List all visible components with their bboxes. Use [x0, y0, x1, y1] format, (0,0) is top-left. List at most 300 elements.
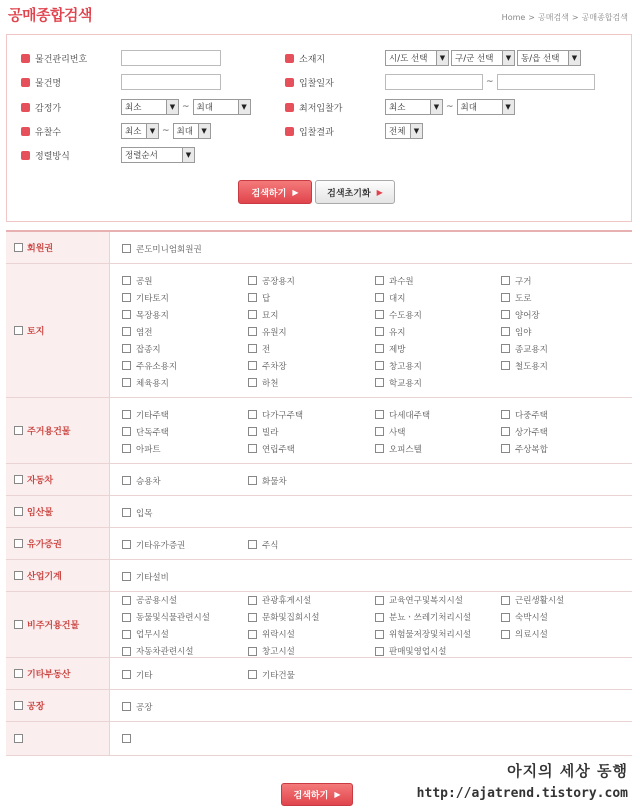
- bid-date-start-input[interactable]: [385, 74, 483, 90]
- option-label: 기타유가증권: [136, 540, 186, 551]
- option-checkbox[interactable]: [375, 410, 384, 419]
- option-label: 위락시설: [262, 630, 295, 640]
- option-label: 유원지: [262, 327, 287, 338]
- option-checkbox[interactable]: [501, 410, 510, 419]
- option-checkbox[interactable]: [248, 276, 257, 285]
- option-label: 상가주택: [515, 427, 548, 438]
- category-table: [6, 230, 632, 756]
- option-item[interactable]: [501, 292, 531, 304]
- option-label: 주유소용지: [136, 361, 178, 372]
- category-checkbox[interactable]: [14, 539, 23, 548]
- category-checkbox[interactable]: [14, 326, 23, 335]
- option-checkbox[interactable]: [248, 293, 257, 302]
- category-options: [110, 264, 632, 397]
- option-item[interactable]: [375, 628, 471, 640]
- option-checkbox[interactable]: [122, 293, 131, 302]
- option-item[interactable]: [122, 594, 177, 606]
- option-checkbox[interactable]: [248, 410, 257, 419]
- option-checkbox[interactable]: [375, 613, 384, 622]
- option-checkbox[interactable]: [248, 630, 257, 639]
- category-checkbox[interactable]: [14, 620, 23, 629]
- name-input[interactable]: [121, 74, 221, 90]
- option-label: 유지: [389, 327, 406, 338]
- category-header[interactable]: [6, 264, 110, 397]
- category-checkbox[interactable]: [14, 243, 23, 252]
- option-checkbox[interactable]: [122, 427, 131, 436]
- result-select[interactable]: 전체 ▼: [385, 123, 423, 139]
- option-checkbox[interactable]: [122, 310, 131, 319]
- category-checkbox[interactable]: [14, 426, 23, 435]
- category-checkbox[interactable]: [14, 669, 23, 678]
- option-label: 기타주택: [136, 410, 169, 421]
- option-item[interactable]: [375, 443, 422, 455]
- option-label: 기타건물: [262, 670, 295, 681]
- option-item[interactable]: [248, 669, 295, 681]
- option-item[interactable]: [122, 539, 185, 551]
- option-item[interactable]: [248, 409, 303, 421]
- label-sort: 정렬방식: [21, 149, 121, 162]
- category-name: 임산물: [27, 508, 54, 518]
- chevron-down-icon: ▼: [502, 100, 514, 114]
- option-item[interactable]: [501, 275, 531, 287]
- option-label: 오피스텔: [389, 444, 422, 455]
- option-item[interactable]: [122, 507, 152, 519]
- top-bar: [0, 0, 640, 30]
- option-checkbox[interactable]: [248, 344, 257, 353]
- chevron-down-icon: ▼: [568, 51, 580, 65]
- category-checkbox[interactable]: [14, 475, 23, 484]
- arrow-right-icon: ▶: [292, 187, 299, 197]
- option-label: 단독주택: [136, 427, 169, 438]
- option-item[interactable]: [501, 343, 548, 355]
- category-options: [110, 528, 632, 559]
- option-checkbox[interactable]: [122, 327, 131, 336]
- label-min-bid: 최저입찰가: [285, 101, 385, 114]
- category-header[interactable]: [6, 464, 110, 495]
- option-item[interactable]: [248, 645, 295, 657]
- category-options: [110, 592, 632, 657]
- option-item[interactable]: [248, 594, 311, 606]
- option-label: 다가구주택: [262, 410, 304, 421]
- category-row: [6, 658, 632, 690]
- category-header[interactable]: [6, 658, 110, 689]
- option-item[interactable]: [248, 628, 295, 640]
- option-item[interactable]: [375, 292, 405, 304]
- option-checkbox[interactable]: [122, 613, 131, 622]
- category-header[interactable]: [6, 560, 110, 591]
- minbid-max-select[interactable]: 최대 ▼: [457, 99, 515, 115]
- category-checkbox[interactable]: [14, 734, 23, 743]
- label-appraisal: 감정가: [21, 101, 121, 114]
- dong-select[interactable]: 동/읍 선택 ▼: [517, 50, 581, 66]
- option-item[interactable]: [248, 426, 278, 438]
- option-checkbox[interactable]: [122, 670, 131, 679]
- sido-select[interactable]: 시/도 선택 ▼: [385, 50, 449, 66]
- option-label: 임야: [515, 327, 532, 338]
- option-checkbox[interactable]: [501, 427, 510, 436]
- category-row: [6, 464, 632, 496]
- option-item[interactable]: [375, 645, 446, 657]
- option-item[interactable]: [122, 475, 161, 487]
- option-label: 사택: [389, 427, 406, 438]
- option-label: 공장: [136, 702, 153, 713]
- option-checkbox[interactable]: [122, 344, 131, 353]
- fail-max-select[interactable]: 최대 ▼: [173, 123, 211, 139]
- option-item[interactable]: [501, 409, 548, 421]
- chevron-down-icon: ▼: [436, 51, 448, 65]
- reset-button[interactable]: 검색초기화 ▶: [315, 180, 395, 204]
- option-item[interactable]: [122, 292, 169, 304]
- option-label: 창고시설: [262, 647, 295, 657]
- option-checkbox[interactable]: [501, 276, 510, 285]
- option-label: 판매및영업시설: [389, 647, 447, 657]
- bullet-icon: [21, 78, 30, 87]
- option-checkbox[interactable]: [248, 361, 257, 370]
- category-name: 비주거용건물: [27, 621, 80, 631]
- option-label: 과수원: [389, 276, 414, 287]
- option-checkbox[interactable]: [122, 647, 131, 656]
- chevron-down-icon: ▼: [430, 100, 442, 114]
- category-name: 산업기계: [27, 572, 62, 582]
- option-item[interactable]: [122, 360, 177, 372]
- option-label: 숙박시설: [515, 613, 548, 623]
- option-checkbox[interactable]: [122, 734, 131, 743]
- option-checkbox[interactable]: [501, 361, 510, 370]
- option-item[interactable]: [375, 275, 414, 287]
- category-row: [6, 560, 632, 592]
- sort-select[interactable]: 정렬순서 ▼: [121, 147, 195, 163]
- option-item[interactable]: [375, 309, 422, 321]
- chevron-down-icon: ▼: [182, 148, 194, 162]
- option-checkbox[interactable]: [375, 596, 384, 605]
- option-label: 자동차관련시설: [136, 647, 194, 657]
- category-header[interactable]: [6, 528, 110, 559]
- range-tilde: ~: [182, 102, 190, 112]
- category-options: [110, 464, 632, 495]
- option-checkbox[interactable]: [501, 344, 510, 353]
- option-label: 기타설비: [136, 572, 169, 583]
- arrow-right-icon: ▶: [334, 790, 341, 799]
- option-item[interactable]: [501, 309, 540, 321]
- option-item[interactable]: [122, 443, 161, 455]
- watermark-text: 아지의 세상 동행: [507, 762, 628, 780]
- option-item[interactable]: [248, 475, 287, 487]
- option-checkbox[interactable]: [122, 572, 131, 581]
- option-label: 수도용지: [389, 310, 422, 321]
- option-checkbox[interactable]: [122, 244, 131, 253]
- option-label: 공공용시설: [136, 596, 178, 606]
- range-tilde: ~: [162, 126, 170, 136]
- option-item[interactable]: [122, 326, 152, 338]
- option-item[interactable]: [248, 292, 270, 304]
- option-item[interactable]: [501, 443, 548, 455]
- option-item[interactable]: [122, 628, 169, 640]
- option-label: 업무시설: [136, 630, 169, 640]
- option-checkbox[interactable]: [248, 310, 257, 319]
- arrow-right-icon: ▶: [376, 187, 383, 197]
- search-panel: [6, 34, 632, 222]
- option-label: 기타토지: [136, 293, 169, 304]
- option-item[interactable]: [375, 326, 405, 338]
- option-checkbox[interactable]: [375, 647, 384, 656]
- option-checkbox[interactable]: [248, 476, 257, 485]
- category-header[interactable]: [6, 398, 110, 463]
- option-label: 잡종지: [136, 344, 161, 355]
- option-label: 도로: [515, 293, 532, 304]
- option-checkbox[interactable]: [122, 476, 131, 485]
- option-item[interactable]: [375, 611, 471, 623]
- option-item[interactable]: [375, 594, 463, 606]
- option-checkbox[interactable]: [122, 378, 131, 387]
- option-label: 전: [262, 344, 271, 355]
- breadcrumb-sep: >: [528, 13, 535, 22]
- option-checkbox[interactable]: [375, 327, 384, 336]
- option-checkbox[interactable]: [122, 361, 131, 370]
- category-name: 주거용건물: [27, 427, 71, 437]
- option-item[interactable]: [122, 611, 210, 623]
- option-item[interactable]: [122, 309, 169, 321]
- search-button[interactable]: 검색하기 ▶: [238, 180, 312, 204]
- category-header[interactable]: [6, 232, 110, 263]
- category-name: 유가증권: [27, 540, 62, 550]
- label-name: 물건명: [21, 76, 121, 89]
- option-item[interactable]: [501, 426, 548, 438]
- category-header[interactable]: [6, 722, 110, 755]
- option-label: 문화및집회시설: [262, 613, 320, 623]
- gugun-select[interactable]: 구/군 선택 ▼: [451, 50, 515, 66]
- option-checkbox[interactable]: [501, 327, 510, 336]
- option-label: 빌라: [262, 427, 279, 438]
- option-label: 근린생활시설: [515, 596, 565, 606]
- appraisal-min-select[interactable]: 최소 ▼: [121, 99, 179, 115]
- option-item[interactable]: [248, 611, 319, 623]
- option-label: 아파트: [136, 444, 161, 455]
- option-checkbox[interactable]: [375, 444, 384, 453]
- option-checkbox[interactable]: [375, 378, 384, 387]
- option-item[interactable]: [375, 360, 422, 372]
- chevron-down-icon: ▼: [410, 124, 422, 138]
- option-item[interactable]: [375, 343, 405, 355]
- option-checkbox[interactable]: [375, 310, 384, 319]
- breadcrumb-search[interactable]: 공매검색: [538, 13, 569, 22]
- category-options: [110, 658, 632, 689]
- option-item[interactable]: [122, 734, 136, 743]
- option-item[interactable]: [122, 645, 193, 657]
- option-item[interactable]: [248, 377, 278, 389]
- option-checkbox[interactable]: [122, 596, 131, 605]
- option-checkbox[interactable]: [248, 327, 257, 336]
- label-bid-date: 입찰일자: [285, 76, 385, 89]
- bottom-search-button[interactable]: 검색하기 ▶: [281, 783, 353, 806]
- option-label: 묘지: [262, 310, 279, 321]
- option-item[interactable]: [122, 426, 169, 438]
- option-checkbox[interactable]: [501, 293, 510, 302]
- option-checkbox[interactable]: [248, 378, 257, 387]
- bullet-icon: [21, 127, 30, 136]
- category-row: [6, 592, 632, 658]
- option-item[interactable]: [122, 669, 152, 681]
- option-label: 화물차: [262, 476, 287, 487]
- bid-date-end-input[interactable]: [497, 74, 595, 90]
- appraisal-max-select[interactable]: 최대 ▼: [193, 99, 251, 115]
- label-bid-result: 입찰결과: [285, 125, 385, 138]
- option-label: 염전: [136, 327, 153, 338]
- option-checkbox[interactable]: [501, 630, 510, 639]
- option-label: 연립주택: [262, 444, 295, 455]
- option-checkbox[interactable]: [375, 293, 384, 302]
- option-checkbox[interactable]: [375, 276, 384, 285]
- option-item[interactable]: [248, 343, 270, 355]
- category-header[interactable]: [6, 690, 110, 721]
- option-label: 대지: [389, 293, 406, 304]
- option-checkbox[interactable]: [248, 670, 257, 679]
- option-checkbox[interactable]: [248, 596, 257, 605]
- option-item[interactable]: [248, 275, 295, 287]
- category-checkbox[interactable]: [14, 701, 23, 710]
- option-label: 목장용지: [136, 310, 169, 321]
- option-label: 승용차: [136, 476, 161, 487]
- option-label: 종교용지: [515, 344, 548, 355]
- label-fail-count: 유찰수: [21, 125, 121, 138]
- range-tilde: ~: [446, 102, 454, 112]
- option-item[interactable]: [122, 275, 152, 287]
- category-row: [6, 496, 632, 528]
- option-item[interactable]: [501, 360, 548, 372]
- option-label: 공원: [136, 276, 153, 287]
- option-label: 위험물저장및처리시설: [389, 630, 472, 640]
- option-label: 구거: [515, 276, 532, 287]
- option-item[interactable]: [122, 343, 161, 355]
- bullet-icon: [21, 151, 30, 160]
- option-item[interactable]: [122, 571, 169, 583]
- option-item[interactable]: [375, 426, 405, 438]
- fail-min-select[interactable]: 최소 ▼: [121, 123, 159, 139]
- category-header[interactable]: [6, 592, 110, 657]
- category-name: 자동차: [27, 476, 54, 486]
- option-label: 공장용지: [262, 276, 295, 287]
- option-checkbox[interactable]: [375, 344, 384, 353]
- category-row: [6, 398, 632, 464]
- option-checkbox[interactable]: [501, 310, 510, 319]
- option-checkbox[interactable]: [122, 630, 131, 639]
- option-checkbox[interactable]: [248, 444, 257, 453]
- option-checkbox[interactable]: [122, 444, 131, 453]
- option-label: 관광휴게시설: [262, 596, 312, 606]
- option-item[interactable]: [501, 326, 531, 338]
- option-checkbox[interactable]: [375, 361, 384, 370]
- option-item[interactable]: [248, 326, 287, 338]
- option-label: 동물및식물관련시설: [136, 613, 210, 623]
- category-checkbox[interactable]: [14, 571, 23, 580]
- option-checkbox[interactable]: [375, 427, 384, 436]
- category-options: [110, 496, 632, 527]
- option-item[interactable]: [122, 701, 152, 713]
- category-header[interactable]: [6, 496, 110, 527]
- breadcrumb-sep: >: [571, 13, 579, 22]
- range-tilde: ~: [486, 77, 494, 87]
- option-label: 주상복합: [515, 444, 548, 455]
- option-checkbox[interactable]: [501, 613, 510, 622]
- option-checkbox[interactable]: [248, 647, 257, 656]
- option-label: 입목: [136, 508, 153, 519]
- bullet-icon: [285, 103, 294, 112]
- option-item[interactable]: [122, 377, 169, 389]
- option-label: 철도용지: [515, 361, 548, 372]
- option-item[interactable]: [248, 309, 278, 321]
- bullet-icon: [285, 54, 294, 63]
- option-checkbox[interactable]: [122, 508, 131, 517]
- option-label: 체육용지: [136, 378, 169, 389]
- option-label: 콘도미니엄회원권: [136, 244, 202, 255]
- option-item[interactable]: [248, 539, 278, 551]
- option-checkbox[interactable]: [501, 444, 510, 453]
- option-checkbox[interactable]: [248, 613, 257, 622]
- option-label: 분뇨ㆍ쓰레기처리시설: [389, 613, 472, 623]
- option-item[interactable]: [375, 409, 430, 421]
- category-options: [110, 398, 632, 463]
- breadcrumb-home[interactable]: Home: [501, 13, 526, 22]
- option-item[interactable]: [248, 443, 295, 455]
- option-item[interactable]: [122, 243, 202, 255]
- option-item[interactable]: [501, 628, 548, 640]
- breadcrumb-current: 공매종합검색: [581, 13, 628, 22]
- category-row: [6, 722, 632, 756]
- option-label: 답: [262, 293, 271, 304]
- category-options: [110, 722, 632, 755]
- option-checkbox[interactable]: [375, 630, 384, 639]
- chevron-down-icon: ▼: [238, 100, 250, 114]
- bullet-icon: [285, 78, 294, 87]
- option-item[interactable]: [122, 409, 169, 421]
- category-name: 토지: [27, 327, 45, 337]
- category-row: [6, 528, 632, 560]
- option-checkbox[interactable]: [122, 410, 131, 419]
- chevron-down-icon: ▼: [146, 124, 158, 138]
- category-row: [6, 264, 632, 398]
- option-checkbox[interactable]: [501, 596, 510, 605]
- option-item[interactable]: [375, 377, 422, 389]
- option-label: 다세대주택: [389, 410, 431, 421]
- option-item[interactable]: [248, 360, 287, 372]
- mgmt-no-input[interactable]: [121, 50, 221, 66]
- option-label: 기타: [136, 670, 153, 681]
- option-checkbox[interactable]: [248, 540, 257, 549]
- page-title: 공매종합검색: [8, 6, 92, 24]
- option-label: 양어장: [515, 310, 540, 321]
- option-checkbox[interactable]: [248, 427, 257, 436]
- option-item[interactable]: [501, 594, 564, 606]
- breadcrumb: [502, 12, 628, 23]
- option-label: 제방: [389, 344, 406, 355]
- option-checkbox[interactable]: [122, 276, 131, 285]
- label-location: 소재지: [285, 52, 385, 65]
- chevron-down-icon: ▼: [502, 51, 514, 65]
- option-label: 다중주택: [515, 410, 548, 421]
- option-item[interactable]: [501, 611, 548, 623]
- option-checkbox[interactable]: [122, 540, 131, 549]
- label-mgmt-no: 물건관리번호: [21, 52, 121, 65]
- chevron-down-icon: ▼: [198, 124, 210, 138]
- watermark-url: http://ajatrend.tistory.com: [416, 786, 628, 801]
- category-name: 공장: [27, 702, 45, 712]
- option-label: 하천: [262, 378, 279, 389]
- minbid-min-select[interactable]: 최소 ▼: [385, 99, 443, 115]
- option-label: 의료시설: [515, 630, 548, 640]
- option-checkbox[interactable]: [122, 702, 131, 711]
- category-checkbox[interactable]: [14, 507, 23, 516]
- chevron-down-icon: ▼: [166, 100, 178, 114]
- option-label: 학교용지: [389, 378, 422, 389]
